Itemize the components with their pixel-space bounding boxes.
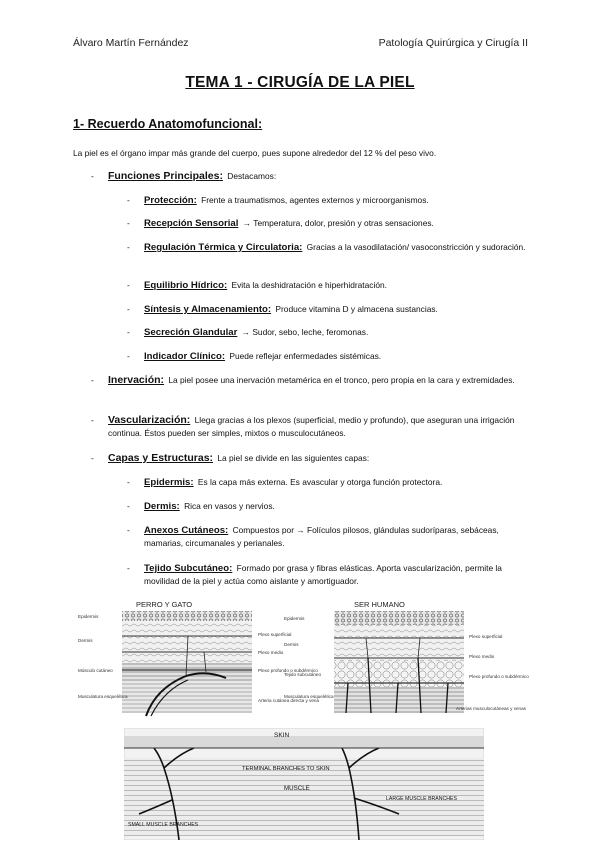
fig1-left-title: PERRO Y GATO	[136, 600, 193, 609]
fig2-skin-label: SKIN	[274, 732, 290, 739]
fig1-right-title: SER HUMANO	[354, 600, 405, 609]
text: Frente a traumatismos, agentes externos y microorganismos.	[201, 195, 429, 205]
text-inervacion: La piel posee una inervación metamérica en el tronco, pero propia en la cara y extremidades.	[168, 375, 515, 385]
fig1-label: Arteria cutánea directa y vena	[258, 698, 320, 703]
text: → Sudor, sebo, leche, feromonas.	[241, 327, 369, 337]
fig1-label: Epidermis	[284, 616, 305, 621]
list-item-recepcion: - Recepción Sensorial → Temperatura, dolor, presión y otras sensaciones.	[127, 218, 434, 229]
fig1-label: Arterias musculocutáneas y venas	[456, 706, 526, 711]
list-item-dermis: - Dermis: Rica en vasos y nervios.	[127, 501, 275, 512]
list-item-indicador: - Indicador Clínico: Puede reflejar enfermedades sistémicas.	[127, 351, 382, 362]
fig2-muscle-label: MUSCLE	[284, 785, 310, 792]
list-item-capas: - Capas y Estructuras: La piel se divide en las siguientes capas:	[91, 452, 370, 464]
list-item-secrecion: - Secreción Glandular → Sudor, sebo, leche, feromonas.	[127, 327, 369, 338]
text-capas: La piel se divide en las siguientes capas:	[217, 453, 370, 463]
term: Protección:	[144, 195, 197, 206]
term: Epidermis:	[144, 477, 194, 488]
fig1-label: Plexo superficial	[469, 634, 503, 639]
fig1-label: Plexo profundo o subdérmico	[469, 674, 529, 679]
fig1-label: Plexo superficial	[258, 632, 292, 637]
term-inervacion: Inervación:	[108, 374, 165, 386]
list-item-equilibrio: - Equilibrio Hídrico: Evita la deshidratación e hiperhidratación.	[127, 280, 387, 291]
term-funciones: Funciones Principales:	[108, 170, 223, 182]
bullet-dash: -	[91, 171, 94, 181]
term: Secreción Glandular	[144, 327, 238, 338]
figure-muscle-branches	[124, 728, 484, 840]
text: Formado por grasa y fibras elásticas. Aporta vascularización, permite la movilidad de la piel y actúa como aislante y amortiguador.	[144, 563, 502, 586]
text: → Temperatura, dolor, presión y otras sensaciones.	[242, 218, 434, 228]
fig2-terminal-label: TERMINAL BRANCHES TO SKIN	[242, 766, 330, 772]
text: Gracias a la vasodilatación/ vasoconstricción y sudoración.	[306, 242, 526, 252]
list-item-anexos: - Anexos Cutáneos: Compuestos por → Folículos pilosos, glándulas sudoríparas, sebáceas, mamarias, circumanales y perianales.	[127, 525, 499, 548]
term: Recepción Sensorial	[144, 218, 239, 229]
text-vascularizacion: Llega gracias a los plexos (superficial, medio y profundo), que aseguran una irrigación continua. Éstos pueden ser simples, mixtos o musculocutáneos.	[108, 415, 515, 438]
list-item-sintesis: - Síntesis y Almacenamiento: Produce vitamina D y almacena sustancias.	[127, 304, 438, 315]
text: Produce vitamina D y almacena sustancias.	[275, 304, 438, 314]
fig1-label: Tejido subcutáneo	[284, 672, 322, 677]
header-course: Patología Quirúrgica y Cirugía II	[378, 37, 528, 49]
text: Es la capa más externa. Es avascular y otorga función protectora.	[197, 477, 443, 487]
fig1-label: Epidermis	[78, 614, 99, 619]
list-item-funciones	[91, 170, 528, 183]
term-capas: Capas y Estructuras:	[108, 452, 214, 464]
fig2-large-label: LARGE MUSCLE BRANCHES	[386, 796, 457, 802]
text: Rica en vasos y nervios.	[184, 501, 275, 511]
term: Dermis:	[144, 501, 180, 512]
term-vascularizacion: Vascularización:	[108, 414, 191, 426]
term: Síntesis y Almacenamiento:	[144, 304, 272, 315]
text: Compuestos por → Folículos pilosos, glándulas sudoríparas, sebáceas, mamarias, circumanales y perianales.	[144, 525, 499, 548]
text: Evita la deshidratación e hiperhidratación.	[231, 280, 387, 290]
fig1-label: Musculatura esquelética	[284, 694, 334, 699]
term: Regulación Térmica y Circulatoria:	[144, 242, 303, 253]
list-item-inervacion: - Inervación: La piel posee una inervación metamérica en el tronco, pero propia en la cara y extremidades.	[91, 374, 515, 386]
list-item-subcutaneo: - Tejido Subcutáneo: Formado por grasa y fibras elásticas. Aporta vascularización, permite la movilidad de la piel y actúa como aislante y amortiguador.	[127, 563, 502, 586]
text-funciones: Destacamos:	[227, 171, 277, 181]
figure-skin-layers	[76, 598, 534, 722]
fig1-left-tissue	[122, 611, 252, 716]
fig1-label: Plexo profundo o subdérmico	[258, 668, 318, 673]
fig2-small-label: SMALL MUSCLE BRANCHES	[128, 822, 199, 828]
fig1-label: Musculatura esquelética	[78, 694, 128, 699]
term: Anexos Cutáneos:	[144, 525, 229, 536]
fig1-label: Plexo medio	[258, 650, 284, 655]
fig1-label: Músculo cutáneo	[78, 668, 113, 673]
page-title: TEMA 1 - CIRUGÍA DE LA PIEL	[185, 74, 415, 91]
list-item-epidermis: - Epidermis: Es la capa más externa. Es avascular y otorga función protectora.	[127, 477, 443, 488]
fig1-label: Dermis	[284, 642, 299, 647]
intro-paragraph: La piel es el órgano impar más grande del cuerpo, pues supone alrededor del 12 % del peso vivo.	[73, 148, 437, 158]
list-item-vascularizacion: - Vascularización: Llega gracias a los plexos (superficial, medio y profundo), que aseguran una irrigación continua. Éstos pueden ser simples, mixtos o musculocutáneos.	[91, 414, 515, 438]
list-item-proteccion: - Protección: Frente a traumatismos, agentes externos y microorganismos.	[127, 195, 429, 206]
header-author: Álvaro Martín Fernández	[73, 37, 189, 49]
term: Equilibrio Hídrico:	[144, 280, 228, 291]
section-heading: 1- Recuerdo Anatomofuncional:	[73, 117, 263, 131]
fig1-right-tissue	[334, 611, 464, 713]
term: Indicador Clínico:	[144, 351, 226, 362]
term: Tejido Subcutáneo:	[144, 563, 233, 574]
fig1-label: Plexo medio	[469, 654, 495, 659]
fig1-label: Dermis	[78, 638, 93, 643]
list-item-regulacion: - Regulación Térmica y Circulatoria: Gracias a la vasodilatación/ vasoconstricción y sudoración.	[127, 242, 526, 253]
text: Puede reflejar enfermedades sistémicas.	[229, 351, 382, 361]
